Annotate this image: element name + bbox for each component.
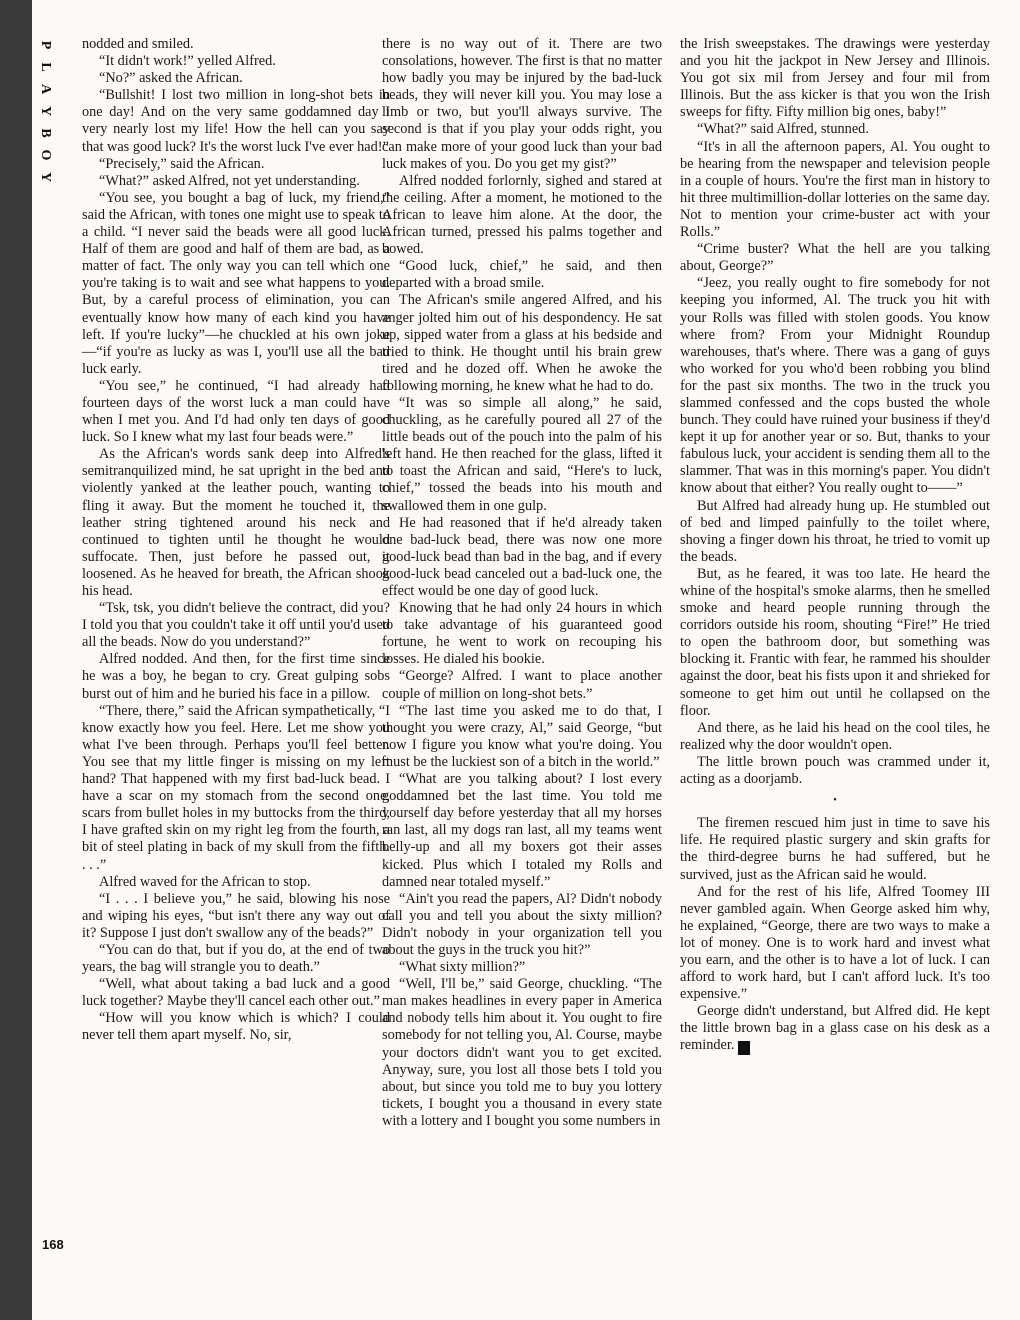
paragraph: The firemen rescued him just in time to save his life. He required plastic surgery and skin grafts for the third-degree burns he had suffered, but he survived, just as the African said he would. <box>680 815 990 883</box>
paragraph: Alfred nodded forlornly, sighed and stared at the ceiling. After a moment, he motioned to the African to leave him alone. At the door, the African turned, pressed his palms together and bowed. <box>382 172 662 258</box>
end-mark-icon: ❦ <box>738 1041 750 1055</box>
paragraph: “There, there,” said the African sympathetically, “I know exactly how you feel. Here. Let me show you what I've been through. Perhaps you'll feel better. You see that my little finger is missing on my left hand? That happened with my first bad-luck bead. I have a scar on my stomach from the second one, scars from bullet holes in my buttocks from the third, I have grafted skin on my right leg from the fourth, a bit of steel plating in back of my skull from the fifth. . . .” <box>82 702 390 873</box>
paragraph: “What?” said Alfred, stunned. <box>697 121 869 138</box>
paragraph: Alfred waved for the African to stop. <box>99 873 311 890</box>
vertical-title-letter: B <box>38 128 53 138</box>
paragraph: “Precisely,” said the African. <box>99 155 265 172</box>
text-column-1 <box>82 36 390 1045</box>
paragraph: Alfred nodded. And then, for the first time since he was a boy, he began to cry. Great gulping sobs burst out of him and he buried his face in a pillow. <box>82 651 390 702</box>
paragraph: “It didn't work!” yelled Alfred. <box>99 53 276 70</box>
paragraph: “What sixty million?” <box>399 959 526 976</box>
paragraph: “George? Alfred. I want to place another couple of million on long-shot bets.” <box>382 668 662 702</box>
paragraph: “You can do that, but if you do, at the end of two years, the bag will strangle you to death.” <box>82 941 390 976</box>
paragraph: “Crime buster? What the hell are you talking about, George?” <box>680 241 990 275</box>
paragraph: “The last time you asked me to do that, I thought you were crazy, Al,” said George, “but now I figure you know what you're doing. You must be the luckiest son of a bitch in the world.” <box>382 702 662 770</box>
text-column-3 <box>680 36 990 1055</box>
paragraph: nodded and smiled. <box>82 36 194 52</box>
vertical-title-letter: O <box>38 149 53 161</box>
paragraph: As the African's words sank deep into Alfred's semitranquilized mind, he sat upright in the bed and violently yanked at the leather pouch, wanting to fling it away. But the moment he touched it, the leather string tightened around his neck and continued to tighten until he thought he would suffocate. Then, just before he passed out, it loosened. As he heaved for breath, the African shook his head. <box>82 446 390 599</box>
vertical-title-letter: Y <box>38 171 53 183</box>
paragraph: “Well, I'll be,” said George, chuckling. “The man makes headlines in every paper in America and nobody tells him about it. You ought to fire somebody for not telling you, Al. Course, maybe your doctors didn't want you to get excited. Anyway, sure, you lost all those bets I told you about, but since you told me to buy you lottery tickets, I bought you a thousand in every state with a lottery and I bought you some numbers in <box>382 976 662 1129</box>
text-column-2 <box>382 36 662 1130</box>
paragraph: “Bullshit! I lost two million in long-shot bets in one day! And on the very same goddamned day I very nearly lost my life! How the hell can you say that was good luck? It's the worst luck I've ever had!” <box>82 87 390 155</box>
paragraph: The African's smile angered Alfred, and his anger jolted him out of his despondency. He sat up, sipped water from a glass at his bedside and tried to think. He thought until his brain grew tired and he dozed off. When he awoke the following morning, he knew what he had to do. <box>382 292 662 394</box>
paragraph: The little brown pouch was crammed under it, acting as a doorjamb. <box>680 753 990 788</box>
paragraph: Knowing that he had only 24 hours in which to take advantage of his guaranteed good fortune, he went to work on recouping his losses. He dialed his bookie. <box>382 600 662 668</box>
vertical-title-letter: P <box>38 40 53 50</box>
paragraph: But, as he feared, it was too late. He heard the whine of the hospital's smoke alarms, then he smelled smoke and heard people running through the corridors outside his room, shouting “Fire!” He tried to open the bathroom door, but something was blocking it. Frantic with fear, he rammed his shoulder against the door, beat his fists upon it and shrieked for someone to get him out until he collapsed on the floor. <box>680 565 990 719</box>
paragraph: But Alfred had already hung up. He stumbled out of bed and limped painfully to the toilet where, shoving a finger down his throat, he tried to vomit up the beads. <box>680 497 990 565</box>
paragraph: “It was so simple all along,” he said, chuckling, as he carefully poured all 27 of the little beads out of the pouch into the palm of his left hand. He then reached for the glass, lifted it to toast the African and said, “Here's to luck, chief,” tossed the beads into his mouth and swallowed them in one gulp. <box>382 394 662 514</box>
paragraph: “What are you talking about? I lost every goddamned bet the last time. You told me yourself day before yesterday that all my horses ran last, all my dogs ran last, all my teams went belly-up and all my boxers got their asses kicked. Plus which I totaled my Rolls and damned near totaled myself.” <box>382 771 662 890</box>
section-separator: • <box>833 795 837 807</box>
paragraph: “How will you know which is which? I could never tell them apart myself. No, sir, <box>82 1010 390 1044</box>
paragraph: And for the rest of his life, Alfred Toomey III never gambled again. When George asked him why, he explained, “George, there are two ways to make a lot of money. One is to work hard and invest what you earn, and the other is to have a lot of luck. I can afford to work hard, but I can't afford luck. It's too expensive.” <box>680 883 990 1003</box>
paragraph: “Good luck, chief,” he said, and then departed with a broad smile. <box>382 258 662 292</box>
vertical-magazine-title <box>32 34 58 188</box>
paragraph: And there, as he laid his head on the cool tiles, he realized why the door wouldn't open. <box>680 719 990 753</box>
paragraph: “It's in all the afternoon papers, Al. You ought to be hearing from the newspaper and television people in a couple of hours. You're the first man in history to hit three multimillion-dollar lotteries on the same day. Not to mention your crime-buster act with your Rolls.” <box>680 138 990 241</box>
paragraph: “Jeez, you really ought to fire somebody for not keeping you informed, Al. The truck you hit with your Rolls was filled with stolen goods. You know where from? From your Midnight Roundup warehouses, that's where. There was a gang of guys who worked for you who'd been robbing you blind for the past six months. The two in the truck you slammed confessed and the cops busted the whole bunch. They could have ruined your business if they'd kept it up for another year or so. But, thanks to your fabulous luck, your accident is sending them all to the slammer. That was in this morning's paper. You didn't know about that either? You really ought to——” <box>680 275 990 497</box>
paragraph: “Ain't you read the papers, Al? Didn't nobody call you and tell you about the sixty million? Didn't nobody in your organization tell you about the guys in the truck you hit?” <box>382 890 662 958</box>
paragraph: “What?” asked Alfred, not yet understanding. <box>99 172 360 189</box>
paragraph: the Irish sweepstakes. The drawings were yesterday and you hit the jackpot in New Jersey and Illinois. You got six mil from Jersey and four mil from Illinois. But the ass kicker is that you won the Irish sweeps for fifty. Fifty million big ones, baby!” <box>680 36 990 121</box>
paragraph: George didn't understand, but Alfred did. He kept the little brown bag in a glass case on his desk as a reminder. ❦ <box>680 1003 990 1054</box>
paragraph: there is no way out of it. There are two consolations, however. The first is that no matter how badly you may be injured by the bad-luck beads, they will never kill you. You may lose a limb or two, but you'll always survive. The second is that if you play your odds right, you can make more of your good luck than your bad luck makes of you. Do you get my gist?” <box>382 36 662 172</box>
paragraph: “No?” asked the African. <box>99 70 243 87</box>
paragraph: “Well, what about taking a bad luck and a good luck together? Maybe they'll cancel each other out.” <box>82 976 390 1010</box>
paragraph: “You see, you bought a bag of luck, my friend,” said the African, with tones one might use to speak to a child. “I never said the beads were all good luck. Half of them are good and half of them are bad, as a matter of fact. The only way you can tell which one you're taking is to wait and see what happens to you. But, by a careful process of elimination, you can eventually know how many of each kind you have left. If you're lucky”—he chuckled at his own joke—“if you're as lucky as was I, you'll use all the bad luck early. <box>82 189 390 377</box>
paragraph: “Tsk, tsk, you didn't believe the contract, did you? I told you that you couldn't take it off until you'd used all the beads. Now do you understand?” <box>82 600 390 651</box>
page-number: 168 <box>42 1237 64 1252</box>
paragraph: He had reasoned that if he'd already taken one bad-luck bead, there was now one more good-luck bead than bad in the bag, and if every good-luck bead canceled out a bad-luck one, the effect would be one day of good luck. <box>382 514 662 599</box>
vertical-title-letter: L <box>38 62 53 72</box>
vertical-title-letter: A <box>38 83 53 95</box>
paragraph: “I . . . I believe you,” he said, blowing his nose and wiping his eyes, “but isn't there any way out of it? Suppose I just don't swallow any of the beads?” <box>82 890 390 941</box>
vertical-title-letter: Y <box>38 105 53 117</box>
paragraph: “You see,” he continued, “I had already had fourteen days of the worst luck a man could have when I met you. And I'd had only ten days of good luck. So I knew what my last four beads were.” <box>82 377 390 446</box>
magazine-page <box>32 0 1020 1320</box>
